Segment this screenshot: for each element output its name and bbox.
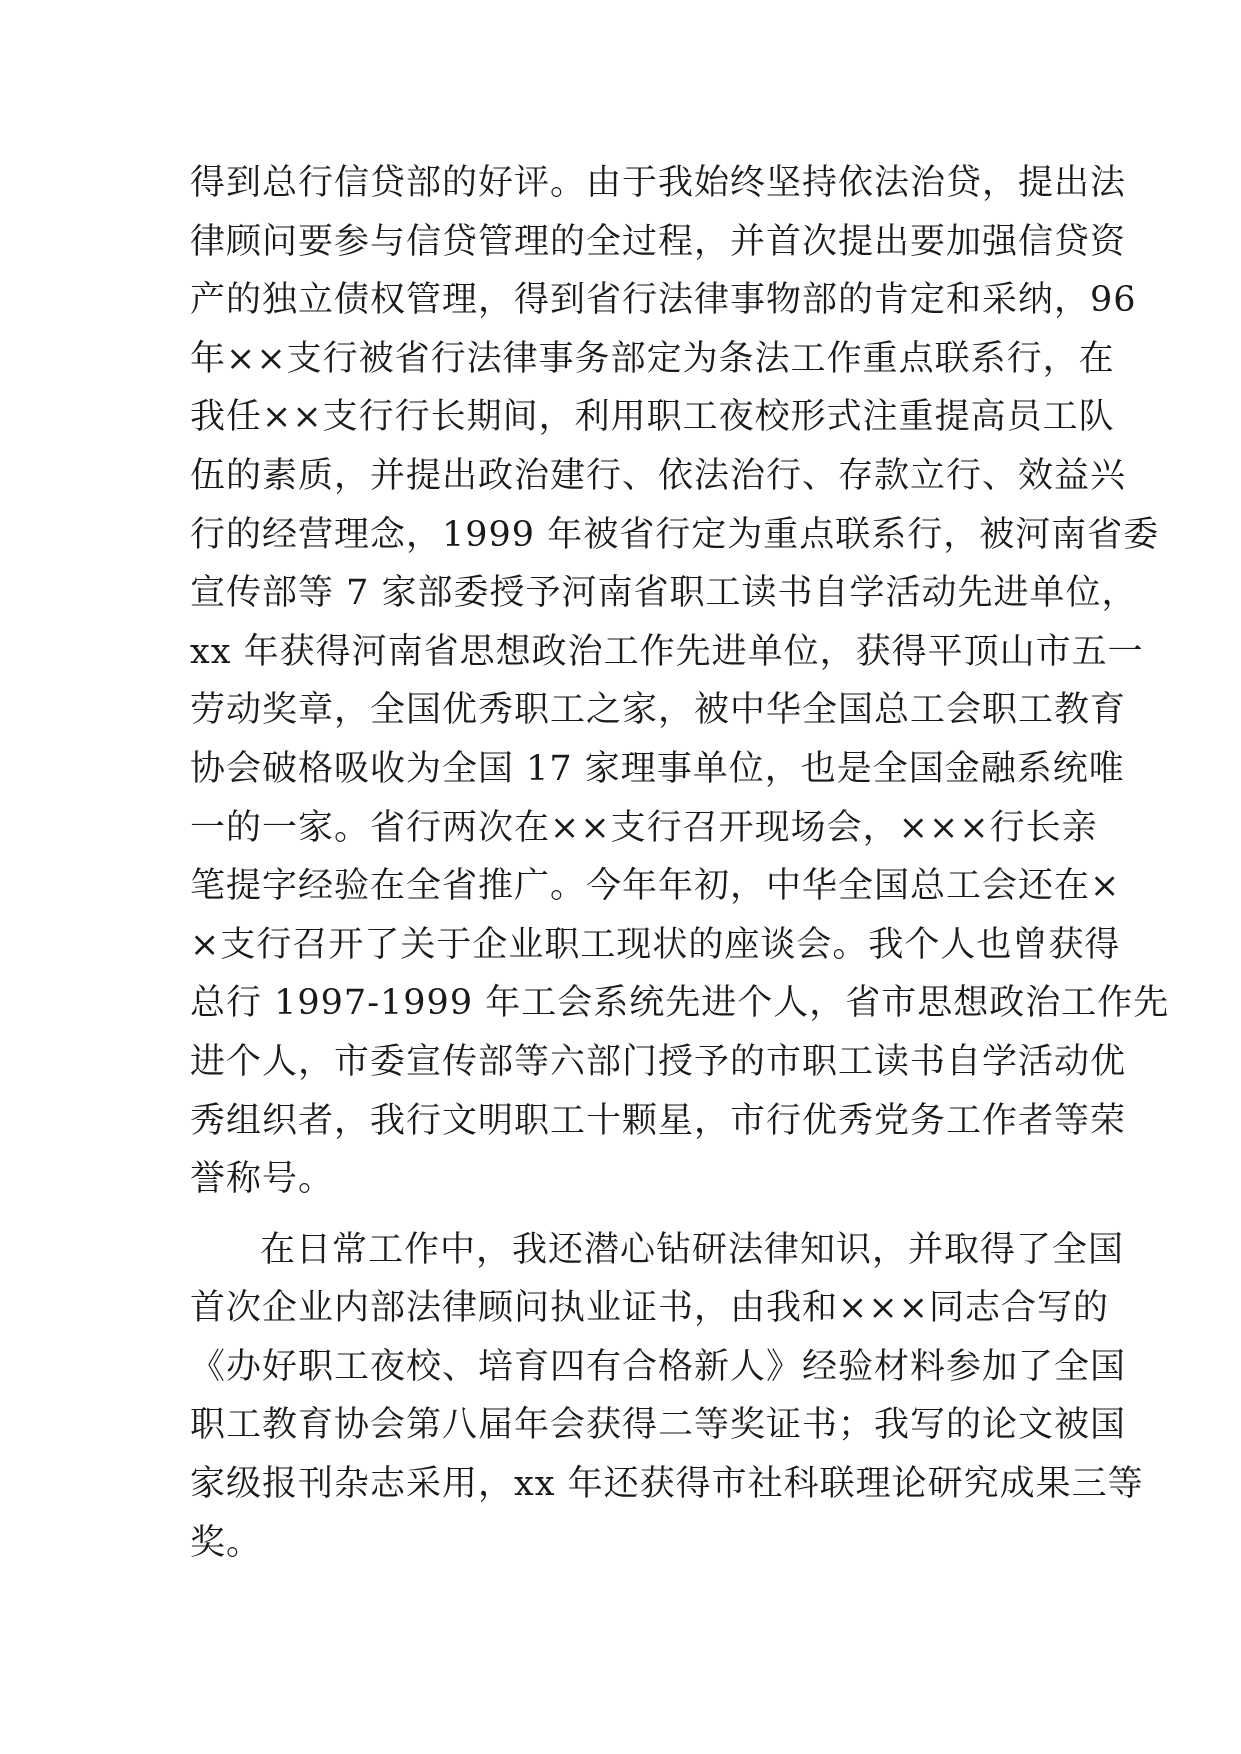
text-line: 宣传部等 7 家部委授予河南省职工读书自学活动先进单位， xyxy=(190,573,1138,614)
text-line: 在日常工作中，我还潜心钻研法律知识，并取得了全国 xyxy=(260,1229,1125,1270)
text-line: ×支行召开了关于企业职工现状的座谈会。我个人也曾获得 xyxy=(190,924,1121,965)
text-line: 行的经营理念，1999 年被省行定为重点联系行，被河南省委 xyxy=(190,514,1160,555)
text-line: 职工教育协会第八届年会获得二等奖证书；我写的论文被国 xyxy=(190,1405,1127,1446)
text-line: 首次企业内部法律顾问执业证书，由我和×××同志合写的 xyxy=(190,1288,1109,1329)
text-line: 誉称号。 xyxy=(190,1159,335,1200)
text-line: 家级报刊杂志采用，xx 年还获得市社科联理论研究成果三等 xyxy=(190,1464,1144,1505)
text-line: 奖。 xyxy=(190,1522,263,1563)
text-line: 秀组织者，我行文明职工十颗星，市行优秀党务工作者等荣 xyxy=(190,1100,1127,1141)
text-line: 得到总行信贷部的好评。由于我始终坚持依法治贷，提出法 xyxy=(190,163,1127,203)
text-line: xx 年获得河南省思想政治工作先进单位，获得平顶山市五一 xyxy=(190,631,1144,672)
text-line: 律顾问要参与信贷管理的全过程，并首次提出要加强信贷资 xyxy=(190,221,1127,262)
text-line: 笔提字经验在全省推广。今年年初，中华全国总工会还在× xyxy=(190,866,1121,907)
text-line: 《办好职工夜校、培育四有合格新人》经验材料参加了全国 xyxy=(190,1346,1127,1387)
text-line: 劳动奖章，全国优秀职工之家，被中华全国总工会职工教育 xyxy=(190,690,1127,731)
text-line: 协会破格吸收为全国 17 家理事单位，也是全国金融系统唯 xyxy=(190,748,1125,789)
text-line: 我任××支行行长期间，利用职工夜校形式注重提高员工队 xyxy=(190,397,1115,438)
text-line: 进个人，市委宣传部等六部门授予的市职工读书自学活动优 xyxy=(190,1041,1127,1082)
document-body xyxy=(190,154,1170,1572)
text-line: 一的一家。省行两次在××支行召开现场会，×××行长亲 xyxy=(190,807,1098,848)
text-line: 年××支行被省行法律事务部定为条法工作重点联系行，在 xyxy=(190,338,1115,379)
text-line: 产的独立债权管理，得到省行法律事物部的肯定和采纳，96 xyxy=(190,280,1137,321)
paragraph-2 xyxy=(190,1221,1144,1573)
text-line: 总行 1997-1999 年工会系统先进个人，省市思想政治工作先 xyxy=(190,983,1170,1024)
paragraph-1 xyxy=(190,154,1170,1209)
text-line: 伍的素质，并提出政治建行、依法治行、存款立行、效益兴 xyxy=(190,455,1127,496)
